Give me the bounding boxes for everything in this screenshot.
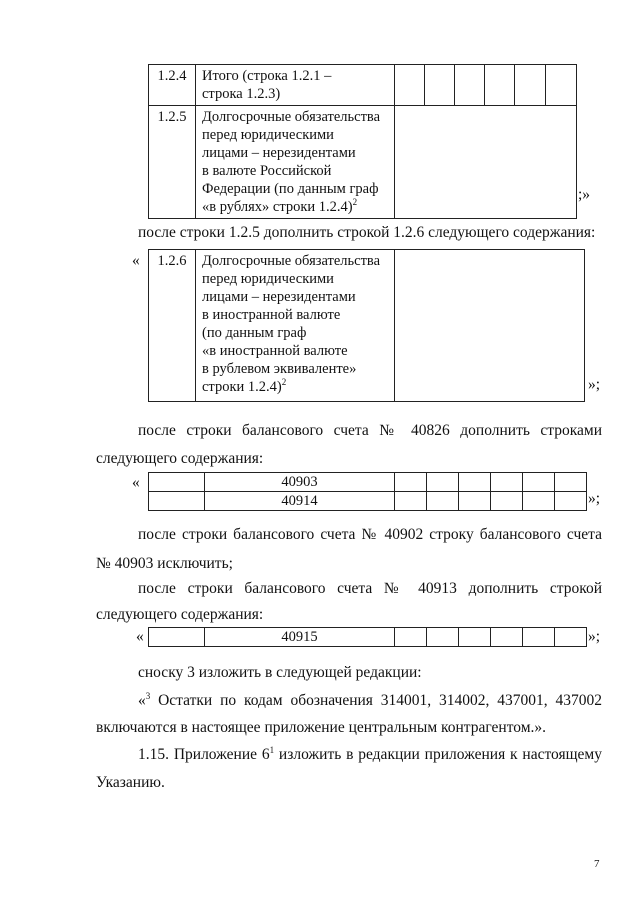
closing-quote: »;: [588, 376, 601, 393]
opening-quote: «: [132, 474, 140, 491]
row-number: 1.2.6: [149, 250, 196, 402]
table-row: [149, 473, 587, 492]
accounts-table: [148, 472, 587, 511]
footnote-paragraph-continued: включаются в настоящее приложение центральным контрагентом.».: [96, 719, 547, 736]
balance-table-part: [148, 64, 577, 219]
account-number: 40903: [205, 473, 395, 492]
clause-paragraph-continued: Указанию.: [96, 774, 165, 791]
appendix-superscript: 1: [269, 745, 275, 755]
instruction-paragraph: после строки балансового счета № 40902 строку балансового счета: [138, 526, 602, 543]
instruction-paragraph: после строки балансового счета № 40913 дополнить строкой: [138, 580, 602, 597]
new-row-table: [148, 249, 585, 402]
table-row: [149, 492, 587, 511]
opening-quote: «: [132, 252, 140, 269]
account-table: [148, 627, 587, 647]
table-row: [149, 250, 585, 402]
table-row: [149, 106, 577, 219]
closing-quote: »;: [588, 490, 601, 507]
table-row: [149, 628, 587, 647]
row-number: 1.2.4: [149, 65, 196, 106]
instruction-paragraph-continued: № 40903 исключить;: [96, 555, 233, 572]
row-number: 1.2.5: [149, 106, 196, 219]
opening-quote: «: [136, 628, 144, 645]
clause-paragraph: 1.15. Приложение $6^1$ изложить в редакции приложения к настоящему: [138, 745, 602, 763]
row-label: Долгосрочные обязательства перед юридическими лицами – нерезидентами в иностранной валюте (по данным граф «в иностранной валюте в рублевом эквиваленте» строки 1.2.4)$^2$: [196, 250, 395, 402]
account-number: 40914: [205, 492, 395, 511]
footnote-ref: 2: [281, 377, 287, 387]
footnote-ref: 3: [145, 691, 151, 701]
instruction-paragraph: сноску 3 изложить в следующей редакции:: [138, 664, 422, 681]
table-row: [149, 65, 577, 106]
row-label: Долгосрочные обязательства перед юридическими лицами – нерезидентами в валюте Российской Федерации (по данным граф «в рублях» строки 1.2.4)$^2$: [196, 106, 395, 219]
row-label: Итого (строка 1.2.1 – строка 1.2.3): [196, 65, 395, 106]
footnote-ref: 2: [352, 197, 358, 207]
page-number: 7: [594, 858, 600, 870]
account-number: 40915: [205, 628, 395, 647]
footnote-paragraph: «$^3$ Остатки по кодам обозначения 314001, 314002, 437001, 437002: [138, 691, 602, 709]
instruction-paragraph-continued: следующего содержания:: [96, 606, 264, 623]
closing-quote: »;: [588, 628, 601, 645]
instruction-paragraph: после строки балансового счета № 40826 дополнить строками: [138, 422, 602, 439]
closing-quote: ;»: [578, 186, 591, 203]
instruction-paragraph: после строки 1.2.5 дополнить строкой 1.2.6 следующего содержания:: [138, 224, 596, 241]
instruction-paragraph-continued: следующего содержания:: [96, 450, 264, 467]
